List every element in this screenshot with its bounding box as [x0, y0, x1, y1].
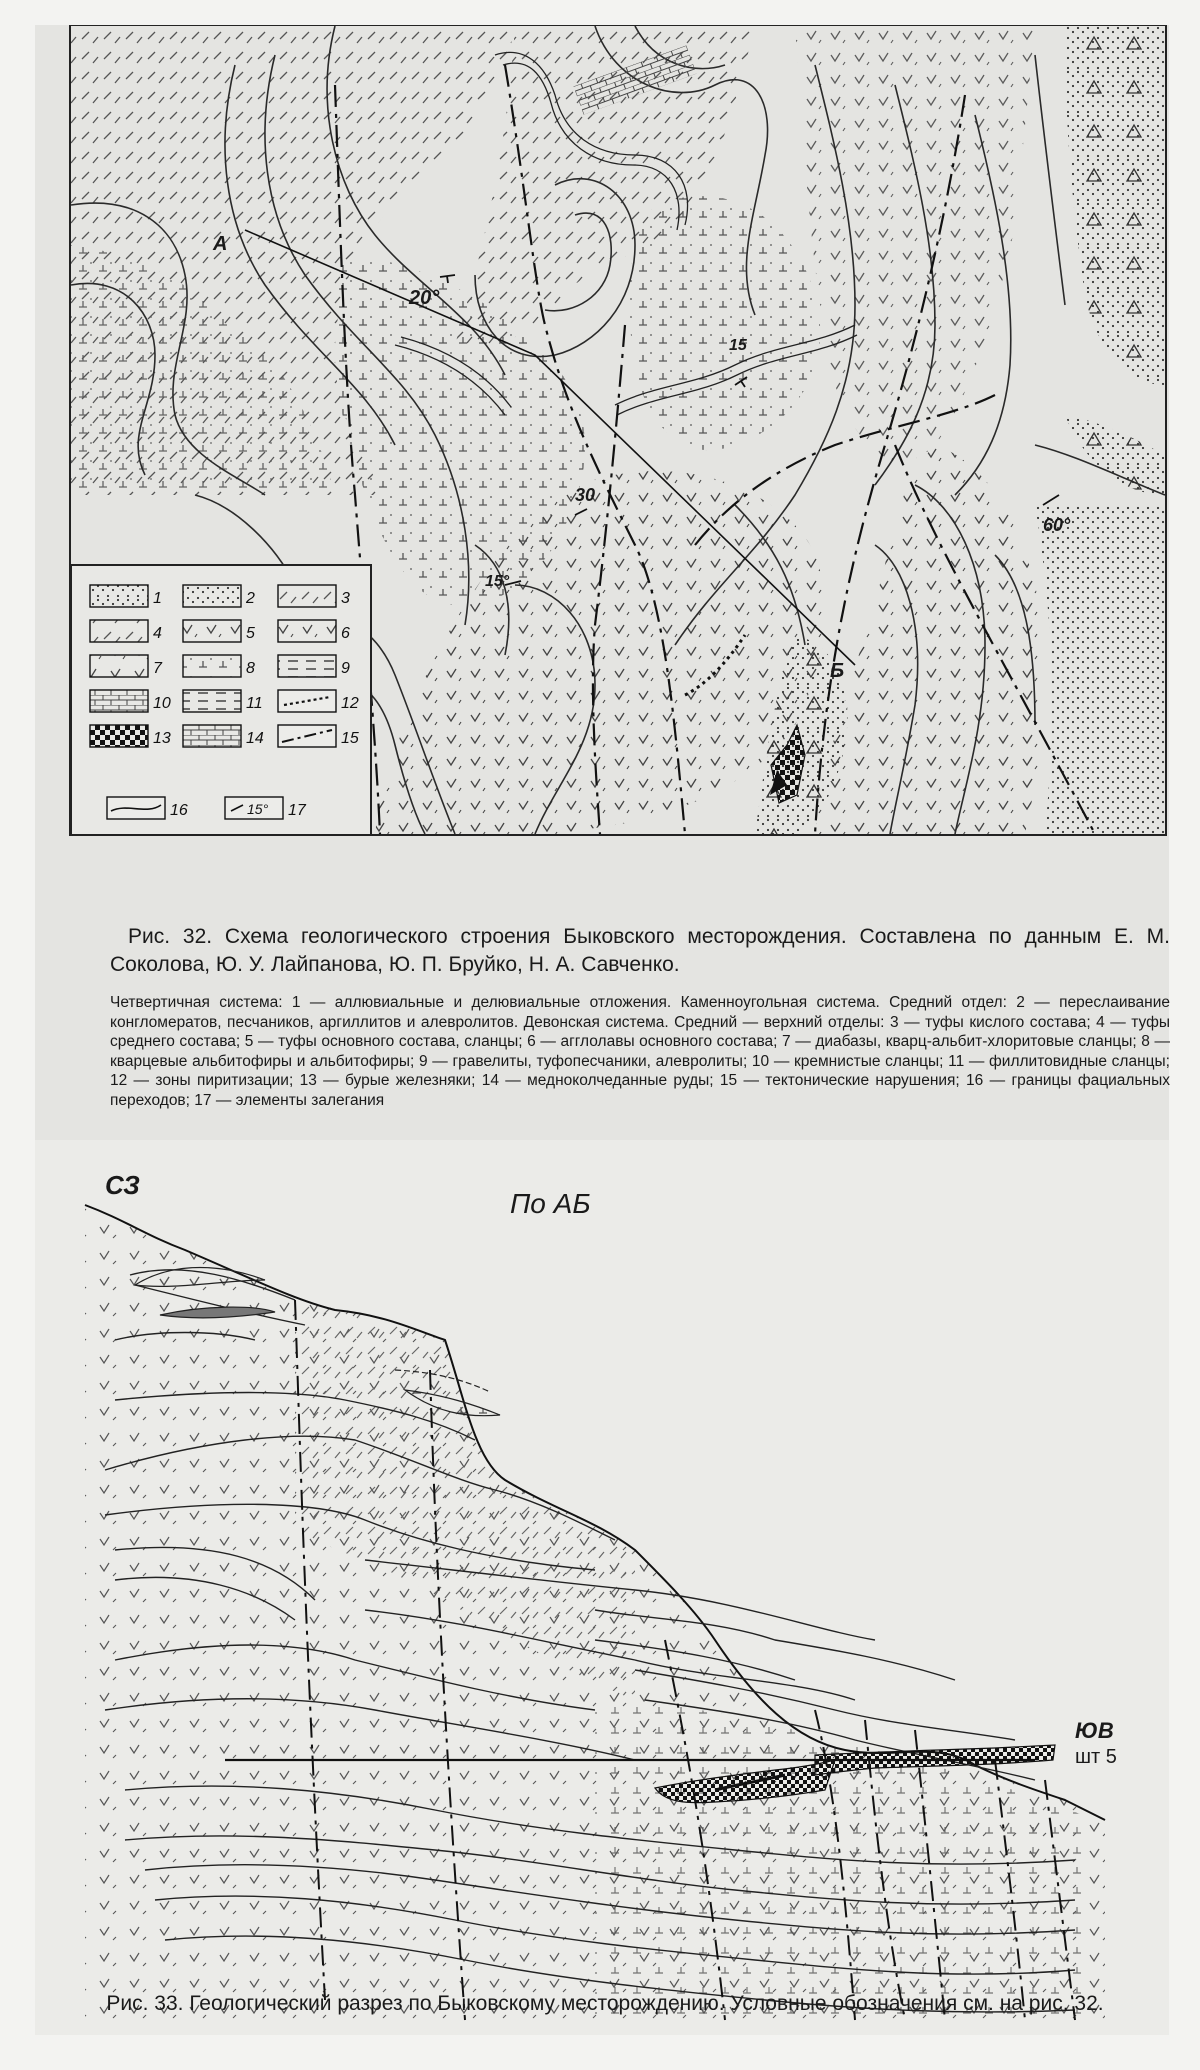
legend-swatch-6: [278, 620, 336, 642]
legend-swatch-13: [90, 725, 148, 747]
legend-swatch-14: [183, 725, 241, 747]
legend-number-8: 8: [246, 660, 255, 677]
label-se: ЮВ: [1075, 1718, 1114, 1743]
legend-number-12: 12: [341, 695, 359, 712]
legend-swatch-3: [278, 585, 336, 607]
map-legend: [71, 565, 371, 835]
figure-32-caption-title: Рис. 32. Схема геологического строения Быковского месторождения. Составлена по данным Е. М. Соколова, Ю. У. Лайпанова, Ю. П. Бруйко, Н. А. Савченко.: [110, 925, 1170, 976]
legend-swatch-11: [183, 690, 241, 712]
figure-32: [35, 25, 1169, 1140]
legend-swatch-5: [183, 620, 241, 642]
legend-number-9: 9: [341, 660, 350, 677]
legend-number-1: 1: [153, 590, 162, 607]
legend-swatch-2: [183, 585, 241, 607]
legend-number-4: 4: [153, 625, 162, 642]
dip-label-60: 60°: [1043, 515, 1071, 535]
figure-33: [35, 1140, 1169, 2035]
legend-number-17: 17: [288, 802, 306, 819]
legend-number-16: 16: [170, 802, 188, 819]
label-nw: СЗ: [105, 1170, 140, 1200]
dip-label-30: 30: [575, 485, 596, 505]
legend-number-5: 5: [246, 625, 255, 642]
figure-32-legend-text: Четвертичная система: 1 — аллювиальные и делювиальные отложения. Каменноугольная система. Средний отдел: 2 — переслаивание конгломератов, песчаников, аргиллитов и алевролитов. Девонская система. Средний — верхний отделы: 3 — туфы кислого состава; 4 — туфы среднего состава; 5 — туфы основного состава, сланцы; 6 — агглолавы основного состава; 7 — диабазы, кварц-альбит-хлоритовые сланцы; 8 — кварцевые альбитофиры и альбитофиры; 9 — гравелиты, туфопесчаники, алевролиты; 10 — кремнистые сланцы; 11 — филлитовидные сланцы; 12 — зоны пиритизации; 13 — бурые железняки; 14 — медноколчеданные руды; 15 — тектонические нарушения; 16 — границы фациальных переходов; 17 — элементы залегания: [110, 994, 1170, 1109]
legend-number-15: 15: [341, 730, 359, 747]
legend-number-11: 11: [246, 695, 263, 712]
dip-label-15a: 15: [729, 337, 747, 354]
legend-swatch-7: [90, 655, 148, 677]
figure-33-caption: Рис. 33. Геологический разрез по Быковскому месторождению. Условные обозначения см. на рис. 32.: [106, 1992, 1104, 2015]
legend-swatch-1: [90, 585, 148, 607]
legend-number-10: 10: [153, 695, 171, 712]
map-point-a: А: [213, 233, 228, 255]
legend-swatch-10: [90, 690, 148, 712]
legend-swatch-8: [183, 655, 241, 677]
legend-number-14: 14: [246, 730, 264, 747]
legend-number-2: 2: [246, 590, 255, 607]
legend-swatch-12: [278, 690, 336, 712]
legend-number-6: 6: [341, 625, 350, 642]
legend-number-7: 7: [153, 660, 162, 677]
dip-label-15b: 15°: [485, 573, 510, 590]
legend-number-13: 13: [153, 730, 171, 747]
dip-label-20: 20°: [409, 287, 440, 309]
legend-swatch-9: [278, 655, 336, 677]
figure-32-caption: [110, 923, 1170, 1110]
legend-swatch-4: [90, 620, 148, 642]
legend-number-3: 3: [341, 590, 350, 607]
map-point-b: Б: [830, 660, 845, 682]
legend-dip-symbol-text: 15°: [247, 801, 269, 817]
label-section-ab: По АБ: [510, 1188, 591, 1219]
geologic-section: [35, 1140, 1169, 2035]
label-adit-5: шт 5: [1075, 1746, 1117, 1768]
